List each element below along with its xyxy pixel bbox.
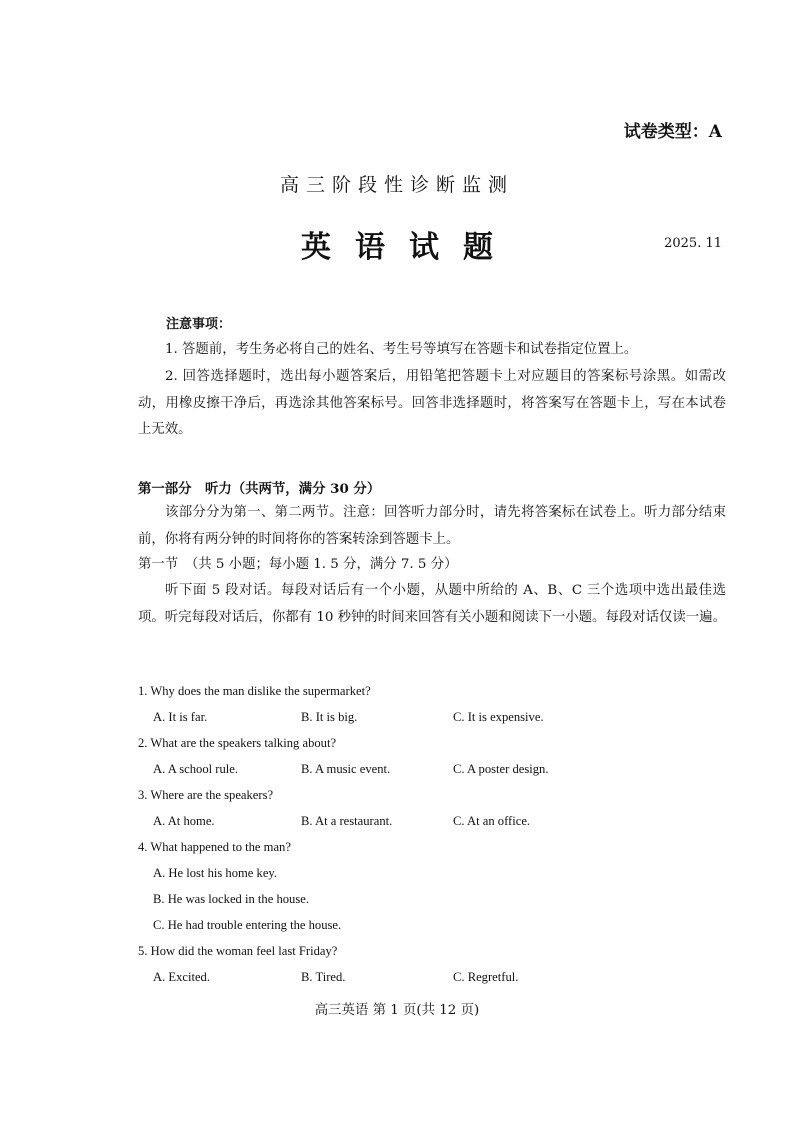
question-1-option-a: A. It is far. <box>153 710 208 724</box>
notice-item-2: 2. 回答选择题时，选出每小题答案后，用铅笔把答题卡上对应题目的答案标号涂黑。如需改动，用橡皮擦干净后，再选涂其他答案标号。回答非选择题时，将答案写在答题卡上，写在本试卷上无效。 <box>138 369 726 437</box>
question-4-option-a: A. He lost his home key. <box>153 866 278 880</box>
section1-instructions: 听下面 5 段对话。每段对话后有一个小题，从题中所给的 A、B、C 三个选项中选出最佳选项。听完每段对话后，你都有 10 秒钟的时间来回答有关小题和阅读下一小题。每段对话仅读一遍。 <box>138 583 726 625</box>
notice-heading: 注意事项： <box>166 317 232 332</box>
question-2-option-a: A. A school rule. <box>153 762 239 776</box>
question-4-option-c: C. He had trouble entering the house. <box>153 918 342 932</box>
question-3-option-b: B. At a restaurant. <box>301 814 393 828</box>
exam-title: 英语试题 <box>301 230 517 265</box>
question-3-stem: 3. Where are the speakers? <box>138 788 274 802</box>
question-1-stem: 1. Why does the man dislike the supermarket? <box>138 684 371 698</box>
part1-heading: 第一部分 听力（共两节，满分 30 分） <box>138 481 381 497</box>
question-1-option-c: C. It is expensive. <box>453 710 544 724</box>
question-3-option-a: A. At home. <box>153 814 215 828</box>
paper-type-label: 试卷类型：A <box>623 122 722 142</box>
exam-date: 2025. 11 <box>664 236 722 251</box>
question-3-option-c: C. At an office. <box>453 814 531 828</box>
exam-subtitle: 高三阶段性诊断监测 <box>279 174 514 196</box>
question-4-option-b: B. He was locked in the house. <box>153 892 309 906</box>
question-2-option-c: C. A poster design. <box>453 762 549 776</box>
question-5-stem: 5. How did the woman feel last Friday? <box>138 944 338 958</box>
question-2-stem: 2. What are the speakers talking about? <box>138 736 337 750</box>
question-4-stem: 4. What happened to the man? <box>138 840 291 854</box>
question-1-option-b: B. It is big. <box>301 710 358 724</box>
question-5-option-c: C. Regretful. <box>453 970 519 984</box>
notice-item-1: 1. 答题前，考生务必将自己的姓名、考生号等填写在答题卡和试卷指定位置上。 <box>165 342 638 357</box>
page-footer: 高三英语 第 1 页(共 12 页) <box>314 1003 480 1018</box>
question-5-option-a: A. Excited. <box>153 970 211 984</box>
part1-intro: 该部分分为第一、第二两节。注意：回答听力部分时，请先将答案标在试卷上。听力部分结束前，你将有两分钟的时间将你的答案转涂到答题卡上。 <box>138 505 726 547</box>
question-5-option-b: B. Tired. <box>301 970 346 984</box>
section1-heading: 第一节 （共 5 小题；每小题 1. 5 分，满分 7. 5 分） <box>138 557 458 572</box>
question-2-option-b: B. A music event. <box>301 762 391 776</box>
